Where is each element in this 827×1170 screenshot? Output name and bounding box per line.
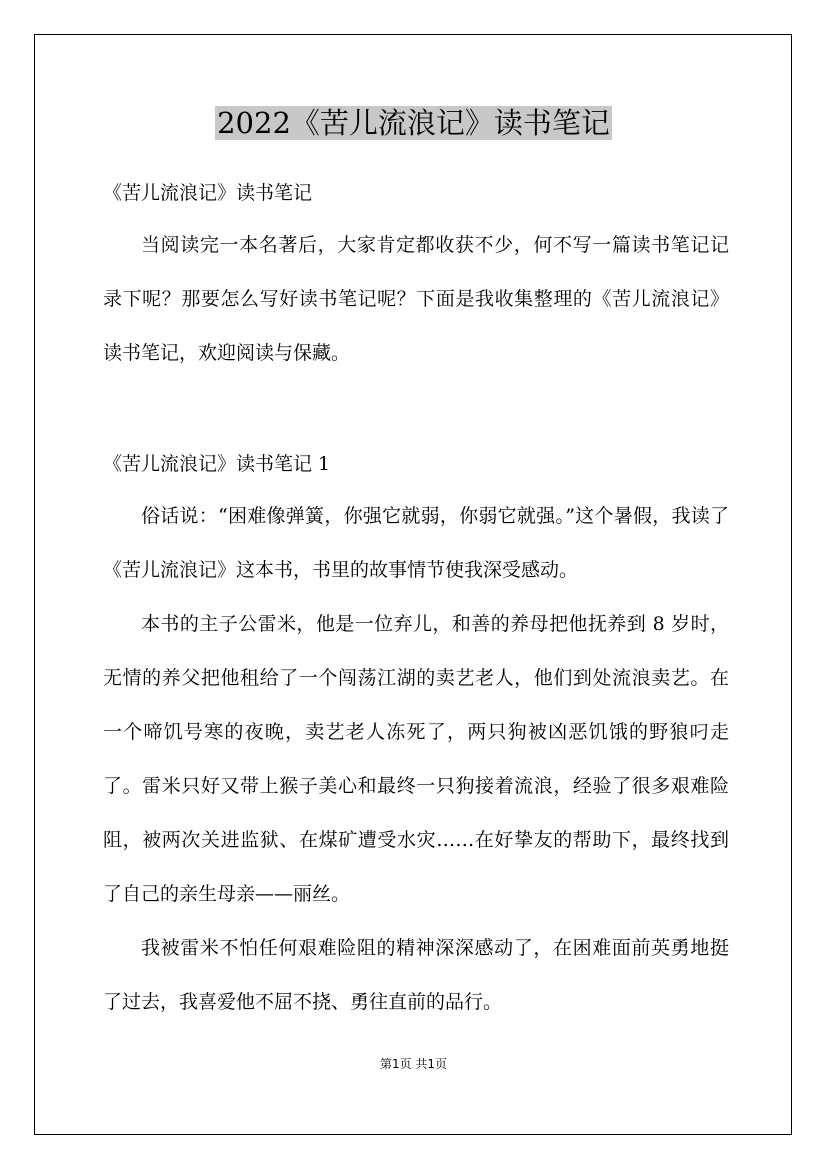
- intro-paragraph: 当阅读完一本名著后，大家肯定都收获不少，何不写一篇读书笔记记录下呢？那要怎么写好读书笔记呢？下面是我收集整理的《苦儿流浪记》读书笔记，欢迎阅读与保藏。: [103, 234, 729, 364]
- body-paragraph-2: 本书的主子公雷米，他是一位弃儿，和善的养母把他抚养到 8 岁时，无情的养父把他租给了一个闯荡江湖的卖艺老人，他们到处流浪卖艺。在一个啼饥号寒的夜晚，卖艺老人冻死了，两只狗被凶恶饥饿的野狼叼走了。雷米只好又带上猴子美心和最终一只狗接着流浪，经验了很多艰难险阻，被两次关进监狱、在煤矿遭受水灾……在好挚友的帮助下，最终找到了自己的亲生母亲——丽丝。: [103, 613, 729, 905]
- document-title: 2022《苦儿流浪记》读书笔记: [217, 106, 610, 140]
- document-title-wrap: [0, 103, 827, 143]
- body-paragraph-3: 我被雷米不怕任何艰难险阻的精神深深感动了，在困难面前英勇地挺了过去，我喜爱他不屈不挠、勇往直前的品行。: [103, 937, 729, 1013]
- body-paragraph-1: 俗话说：“困难像弹簧，你强它就弱，你弱它就强。”这个暑假，我读了《苦儿流浪记》这本书，书里的故事情节使我深受感动。: [103, 505, 729, 581]
- document-subtitle: 《苦儿流浪记》读书笔记: [103, 182, 313, 204]
- page-number-footer: 第1页 共1页: [379, 1057, 448, 1071]
- section-heading: 《苦儿流浪记》读书笔记 1: [103, 453, 331, 475]
